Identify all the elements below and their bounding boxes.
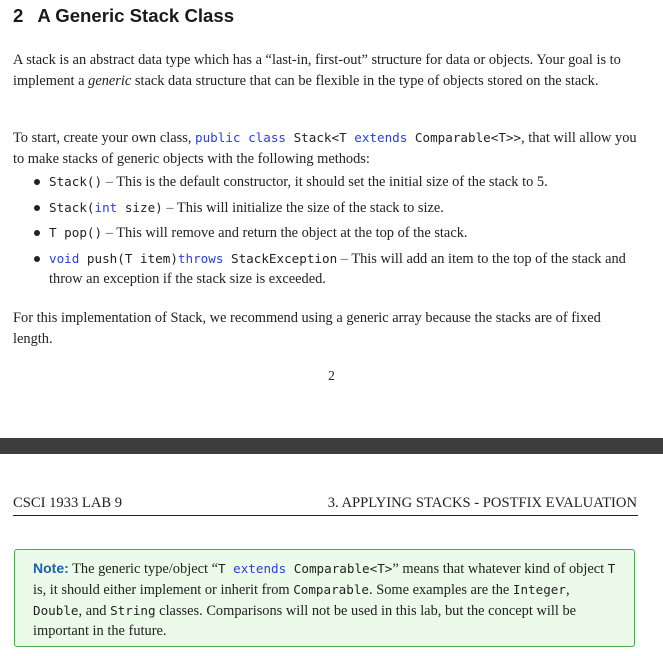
method-description: This is the default constructor, it should set the initial size of the stack to 5. xyxy=(116,174,548,190)
note-text xyxy=(33,558,621,642)
intro-text-end: stack data structure that can be flexible in the type of objects stored on the stack. xyxy=(131,72,599,89)
bullet-icon xyxy=(34,205,40,211)
method-signature: T pop() xyxy=(49,225,103,240)
page-separator xyxy=(0,438,663,454)
list-item xyxy=(13,249,639,290)
method-signature: push(T item) xyxy=(79,250,178,266)
dash: – xyxy=(166,199,174,216)
method-description: This will remove and return the object at the top of the stack. xyxy=(116,225,468,241)
code-t: T xyxy=(217,561,234,576)
document-page-bottom xyxy=(0,454,663,656)
dash: – xyxy=(105,225,113,241)
code-double: Double xyxy=(33,602,79,618)
running-header-right: 3. APPLYING STACKS - POSTFIX EVALUATION xyxy=(327,495,637,511)
note-text-part: , xyxy=(565,581,570,598)
code-t: T xyxy=(607,561,616,576)
list-item xyxy=(13,223,639,244)
dash: – xyxy=(105,174,113,190)
intro-paragraph xyxy=(13,50,639,91)
section-heading xyxy=(13,5,234,27)
method-signature: Stack( xyxy=(49,199,95,215)
method-description: This will add an item to the top of the stack and throw an exception if the stack size is exceeded. xyxy=(49,250,626,287)
method-signature-end: size) xyxy=(117,199,163,215)
code-keyword-extends: extends xyxy=(233,561,287,576)
code-keyword-void: void xyxy=(49,250,80,266)
running-header-left: CSCI 1933 LAB 9 xyxy=(13,495,123,511)
note-label: Note: xyxy=(33,560,69,576)
code-keyword-int: int xyxy=(94,199,118,215)
section-number: 2 xyxy=(13,5,24,26)
method-description: This will initialize the size of the stack to size. xyxy=(176,199,444,216)
note-text-part: ” means that whatever kind of object xyxy=(392,561,608,577)
bullet-icon xyxy=(34,179,40,185)
methods-list xyxy=(13,172,639,295)
note-text-part: classes. Comparisons will not be used in this lab, but the concept will be important in the future. xyxy=(33,602,577,640)
intro-text: A stack is an abstract data type which has a “last-in, first-out” structure for data or objects. Your goal is to implement a xyxy=(13,52,621,89)
list-item xyxy=(13,172,639,193)
bullet-icon xyxy=(34,230,40,236)
code-integer: Integer xyxy=(512,581,566,597)
code-stack-type: Stack<T xyxy=(286,130,355,145)
code-comparable: Comparable<T>> xyxy=(407,130,522,145)
dash: – xyxy=(340,250,348,267)
bullet-icon xyxy=(34,256,40,262)
header-rule xyxy=(13,515,638,516)
note-box xyxy=(14,549,635,647)
method-signature-end: StackException xyxy=(223,250,338,266)
class-paragraph xyxy=(13,128,639,169)
code-comparable: Comparable<T> xyxy=(286,561,393,576)
note-text-part: . Some examples are the xyxy=(369,581,513,598)
section-title: A Generic Stack Class xyxy=(37,5,235,26)
note-text-part: , and xyxy=(78,602,111,619)
code-comparable: Comparable xyxy=(293,581,370,597)
code-keyword-public-class: public class xyxy=(195,130,287,145)
list-item xyxy=(13,198,639,219)
method-signature: Stack() xyxy=(49,174,103,189)
code-keyword-extends: extends xyxy=(354,130,408,145)
implementation-paragraph: For this implementation of Stack, we recommend using a generic array because the stacks are of fixed length. xyxy=(13,310,601,347)
page-number: 2 xyxy=(328,368,335,383)
note-text-part: The generic type/object “ xyxy=(68,561,218,577)
emphasis-generic: generic xyxy=(88,72,132,89)
class-text: To start, create your own class, xyxy=(13,130,196,146)
code-string: String xyxy=(110,602,156,618)
code-keyword-throws: throws xyxy=(177,250,224,266)
note-text-part: is, it should either implement or inherit from xyxy=(33,581,294,598)
class-text-end: , that will allow you to make stacks of generic objects with the following methods: xyxy=(13,130,637,167)
